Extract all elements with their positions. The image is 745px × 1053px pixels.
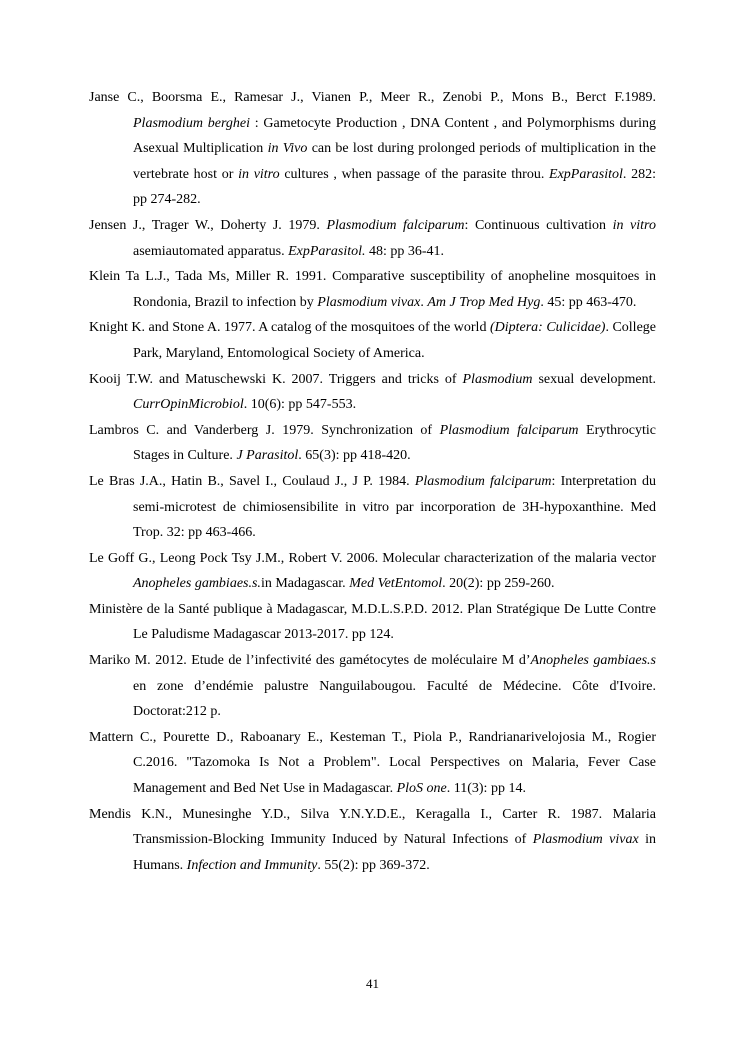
reference-italic-text: (Diptera: Culicidae) <box>489 320 606 336</box>
reference-text: : Gametocyte Production , DNA Content , and Polymorphisms during Asexual Multiplication <box>133 115 656 157</box>
reference-text: Erythrocytic Stages in Culture. <box>133 422 656 464</box>
reference-text: Knight K. and Stone A. 1977. A catalog of the mosquitoes of the world <box>89 320 490 336</box>
reference-text: cultures , when passage of the parasite throu. <box>279 166 550 182</box>
reference-text: Klein Ta L.J., Tada Ms, Miller R. 1991. Comparative susceptibility of anopheline mosquitoes in Rondonia, Brazil to infection by <box>89 269 656 310</box>
reference-text: . 65(3): pp 418-420. <box>298 448 411 464</box>
reference-italic-text: PloS one <box>396 781 447 797</box>
reference-italic-text: Med VetEntomol <box>349 576 443 592</box>
reference-text: can be lost during prolonged periods of multiplication in the vertebrate host or <box>133 141 656 182</box>
reference-italic-text: Anopheles gambiaes.s. <box>133 576 261 592</box>
reference-italic-text: ExpParasitol <box>549 166 623 182</box>
reference-text: Mendis K.N., Munesinghe Y.D., Silva Y.N.Y.D.E., Keragalla I., Carter R. 1987. Malaria Transmission-Blocking Immunity Induced by Natural Infections of <box>89 806 656 848</box>
reference-italic-text: Plasmodium falciparum <box>414 473 552 489</box>
reference-italic-text: CurrOpinMicrobiol <box>133 397 244 413</box>
reference-text: 48: pp 36-41. <box>365 243 445 259</box>
reference-text: . 20(2): pp 259-260. <box>442 576 555 592</box>
reference-text: Le Bras J.A., Hatin B., Savel I., Coulaud J., J P. 1984. <box>89 473 415 489</box>
reference-italic-text: Plasmodium <box>462 371 533 387</box>
reference-entry <box>89 418 656 469</box>
reference-italic-text: Plasmodium berghei <box>133 115 250 131</box>
reference-text: in Humans. <box>133 832 657 873</box>
reference-text: . 45: pp 463-470. <box>540 294 637 310</box>
reference-text: Lambros C. and Vanderberg J. 1979. Synchronization of <box>89 422 440 438</box>
reference-entry <box>89 264 656 315</box>
reference-text: Ministère de la Santé publique à Madagascar, M.D.L.S.P.D. 2012. Plan Stratégique De Lutte Contre Le Paludisme Madagascar 2013-2017. pp 124. <box>89 601 656 643</box>
reference-text: : Interpretation du semi-microtest de chimiosensibilite in vitro par incorporation de 3H-hypoxanthine. Med Trop. 32: pp 463-466. <box>133 473 656 541</box>
reference-italic-text: in Vivo <box>267 141 308 157</box>
reference-text: . College Park, Maryland, Entomological Society of America. <box>133 320 657 361</box>
reference-entry <box>89 469 656 546</box>
reference-entry <box>89 597 656 648</box>
reference-text: in Madagascar. <box>260 576 350 592</box>
reference-italic-text: Am J Trop Med Hyg <box>427 294 541 310</box>
reference-entry <box>89 367 656 418</box>
reference-text: . 55(2): pp 369-372. <box>317 857 430 873</box>
reference-text: Kooij T.W. and Matuschewski K. 2007. Triggers and tricks of <box>89 371 463 387</box>
reference-text: Janse C., Boorsma E., Ramesar J., Vianen P., Meer R., Zenobi P., Mons B., Berct F.1989. <box>89 90 656 105</box>
reference-entry <box>89 802 656 879</box>
reference-italic-text: in vitro <box>612 217 656 233</box>
reference-text: . 282: pp 274-282. <box>133 166 657 208</box>
page-number: 41 <box>366 976 379 991</box>
reference-text: Jensen J., Trager W., Doherty J. 1979. <box>89 217 327 233</box>
reference-entry <box>89 546 656 597</box>
reference-entry <box>89 85 656 213</box>
reference-text: en zone d’endémie palustre Nanguilabougou. Faculté de Médecine. Côte d'Ivoire. Doctorat:212 p. <box>133 678 656 720</box>
reference-italic-text: Infection and Immunity <box>186 857 318 873</box>
reference-text: . <box>420 294 428 310</box>
reference-text: Mattern C., Pourette D., Raboanary E., Kesteman T., Piola P., Randrianarivelojosia M., Rogier C.2016. "Tazomoka Is Not a Problem". Local Perspectives on Malaria, Fever Case Management and Bed Net Use in Madagascar. <box>89 729 656 797</box>
reference-text: Le Goff G., Leong Pock Tsy J.M., Robert V. 2006. Molecular characterization of the malaria vector <box>89 550 656 566</box>
reference-italic-text: Plasmodium falciparum <box>326 217 465 233</box>
reference-text: asemiautomated apparatus. <box>133 243 289 259</box>
reference-text: : Continuous cultivation <box>464 217 613 233</box>
reference-italic-text: in vitro <box>238 166 280 182</box>
reference-entry <box>89 648 656 725</box>
reference-entry <box>89 725 656 802</box>
reference-text: sexual development. <box>532 371 656 387</box>
reference-text: . 11(3): pp 14. <box>446 781 526 797</box>
reference-text: . 10(6): pp 547-553. <box>243 397 357 413</box>
reference-italic-text: Plasmodium falciparum <box>439 422 579 438</box>
reference-italic-text: Plasmodium vivax <box>532 832 639 848</box>
reference-text: Mariko M. 2012. Etude de l’infectivité des gamétocytes de moléculaire M d’ <box>89 653 531 669</box>
reference-list <box>89 85 656 878</box>
reference-entry <box>89 315 656 366</box>
reference-italic-text: J Parasitol <box>236 448 299 464</box>
reference-italic-text: Anopheles gambiaes.s <box>530 653 656 669</box>
reference-italic-text: ExpParasitol. <box>288 243 366 259</box>
reference-italic-text: Plasmodium vivax <box>317 294 421 310</box>
reference-entry <box>89 213 656 264</box>
